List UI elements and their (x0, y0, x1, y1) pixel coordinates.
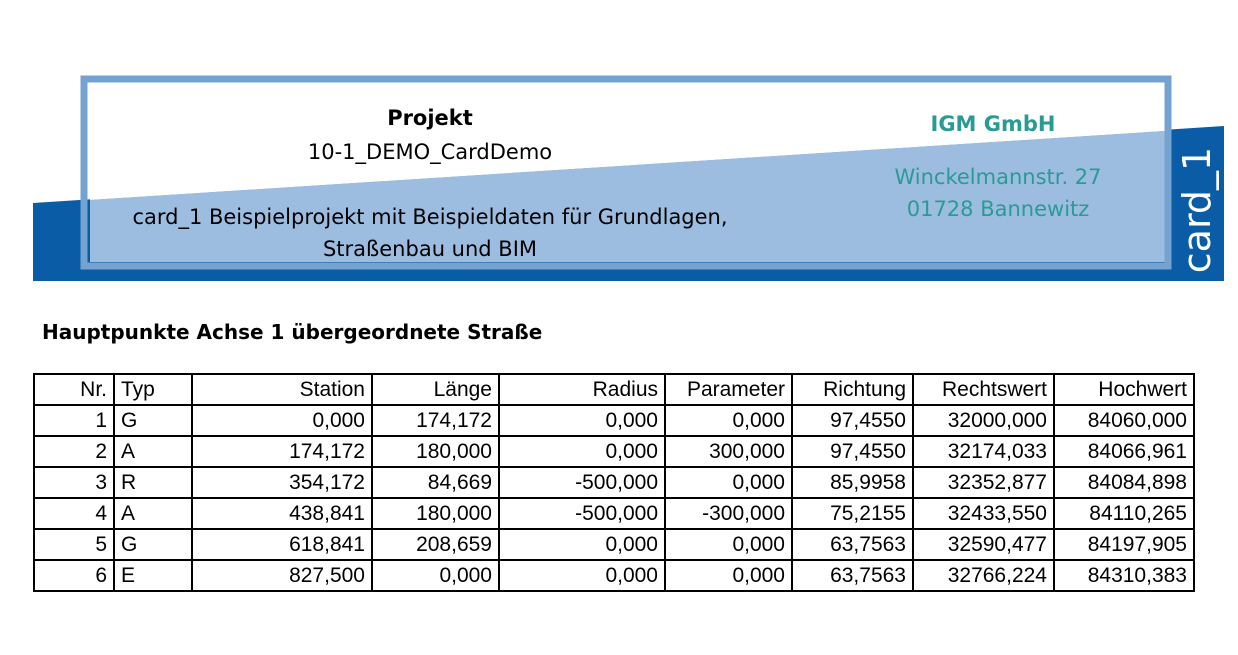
cell-laenge: 208,659 (372, 529, 499, 560)
cell-nr: 4 (34, 498, 114, 529)
table-row (34, 498, 1194, 529)
company-street: Winckelmannstr. 27 (894, 165, 1102, 189)
table-row (34, 436, 1194, 467)
cell-laenge: 180,000 (372, 498, 499, 529)
cell-parameter: 0,000 (665, 560, 792, 591)
section-title: Hauptpunkte Achse 1 übergeordnete Straße (42, 320, 543, 344)
cell-hochwert: 84110,265 (1054, 498, 1194, 529)
cell-rechtswert: 32174,033 (913, 436, 1054, 467)
cell-laenge: 84,669 (372, 467, 499, 498)
cell-laenge: 0,000 (372, 560, 499, 591)
cell-laenge: 174,172 (372, 405, 499, 436)
cell-rechtswert: 32590,477 (913, 529, 1054, 560)
cell-hochwert: 84310,383 (1054, 560, 1194, 591)
cell-station: 174,172 (192, 436, 372, 467)
cell-laenge: 180,000 (372, 436, 499, 467)
project-header-banner (0, 0, 1238, 300)
table-row (34, 467, 1194, 498)
cell-parameter: 0,000 (665, 405, 792, 436)
cell-nr: 1 (34, 405, 114, 436)
cell-nr: 6 (34, 560, 114, 591)
project-label: Projekt (387, 106, 473, 130)
cell-nr: 2 (34, 436, 114, 467)
col-header-radius: Radius (499, 374, 665, 405)
col-header-typ: Typ (114, 374, 192, 405)
cell-radius: -500,000 (499, 467, 665, 498)
cell-radius: 0,000 (499, 436, 665, 467)
cell-parameter: -300,000 (665, 498, 792, 529)
cell-station: 827,500 (192, 560, 372, 591)
col-header-laenge: Länge (372, 374, 499, 405)
cell-station: 0,000 (192, 405, 372, 436)
cell-richtung: 63,7563 (792, 560, 913, 591)
cell-typ: R (114, 467, 192, 498)
table-row (34, 529, 1194, 560)
table-header-row (34, 374, 1194, 405)
cell-hochwert: 84197,905 (1054, 529, 1194, 560)
cell-richtung: 63,7563 (792, 529, 913, 560)
cell-typ: G (114, 529, 192, 560)
cell-hochwert: 84066,961 (1054, 436, 1194, 467)
cell-radius: 0,000 (499, 529, 665, 560)
project-description-line2: Straßenbau und BIM (322, 237, 538, 261)
cell-hochwert: 84060,000 (1054, 405, 1194, 436)
cell-rechtswert: 32352,877 (913, 467, 1054, 498)
col-header-rechtswert: Rechtswert (913, 374, 1054, 405)
company-city: 01728 Bannewitz (906, 197, 1090, 221)
col-header-station: Station (192, 374, 372, 405)
card1-logo: card_1 (1175, 146, 1219, 274)
cell-typ: A (114, 498, 192, 529)
cell-parameter: 300,000 (665, 436, 792, 467)
cell-rechtswert: 32433,550 (913, 498, 1054, 529)
cell-nr: 5 (34, 529, 114, 560)
project-description-line1: card_1 Beispielprojekt mit Beispieldaten für Grundlagen, (132, 205, 728, 229)
cell-hochwert: 84084,898 (1054, 467, 1194, 498)
col-header-parameter: Parameter (665, 374, 792, 405)
cell-rechtswert: 32000,000 (913, 405, 1054, 436)
cell-richtung: 97,4550 (792, 436, 913, 467)
cell-radius: 0,000 (499, 405, 665, 436)
cell-typ: G (114, 405, 192, 436)
col-header-richtung: Richtung (792, 374, 913, 405)
main-points-table (33, 373, 1195, 592)
cell-typ: A (114, 436, 192, 467)
cell-rechtswert: 32766,224 (913, 560, 1054, 591)
cell-richtung: 97,4550 (792, 405, 913, 436)
cell-parameter: 0,000 (665, 467, 792, 498)
cell-radius: 0,000 (499, 560, 665, 591)
col-header-nr: Nr. (34, 374, 114, 405)
project-name: 10-1_DEMO_CardDemo (307, 140, 553, 164)
cell-richtung: 85,9958 (792, 467, 913, 498)
cell-station: 354,172 (192, 467, 372, 498)
company-name: IGM GmbH (930, 112, 1056, 136)
cell-typ: E (114, 560, 192, 591)
cell-radius: -500,000 (499, 498, 665, 529)
cell-station: 438,841 (192, 498, 372, 529)
cell-richtung: 75,2155 (792, 498, 913, 529)
cell-nr: 3 (34, 467, 114, 498)
table-row (34, 405, 1194, 436)
cell-parameter: 0,000 (665, 529, 792, 560)
table-row (34, 560, 1194, 591)
cell-station: 618,841 (192, 529, 372, 560)
col-header-hochwert: Hochwert (1054, 374, 1194, 405)
